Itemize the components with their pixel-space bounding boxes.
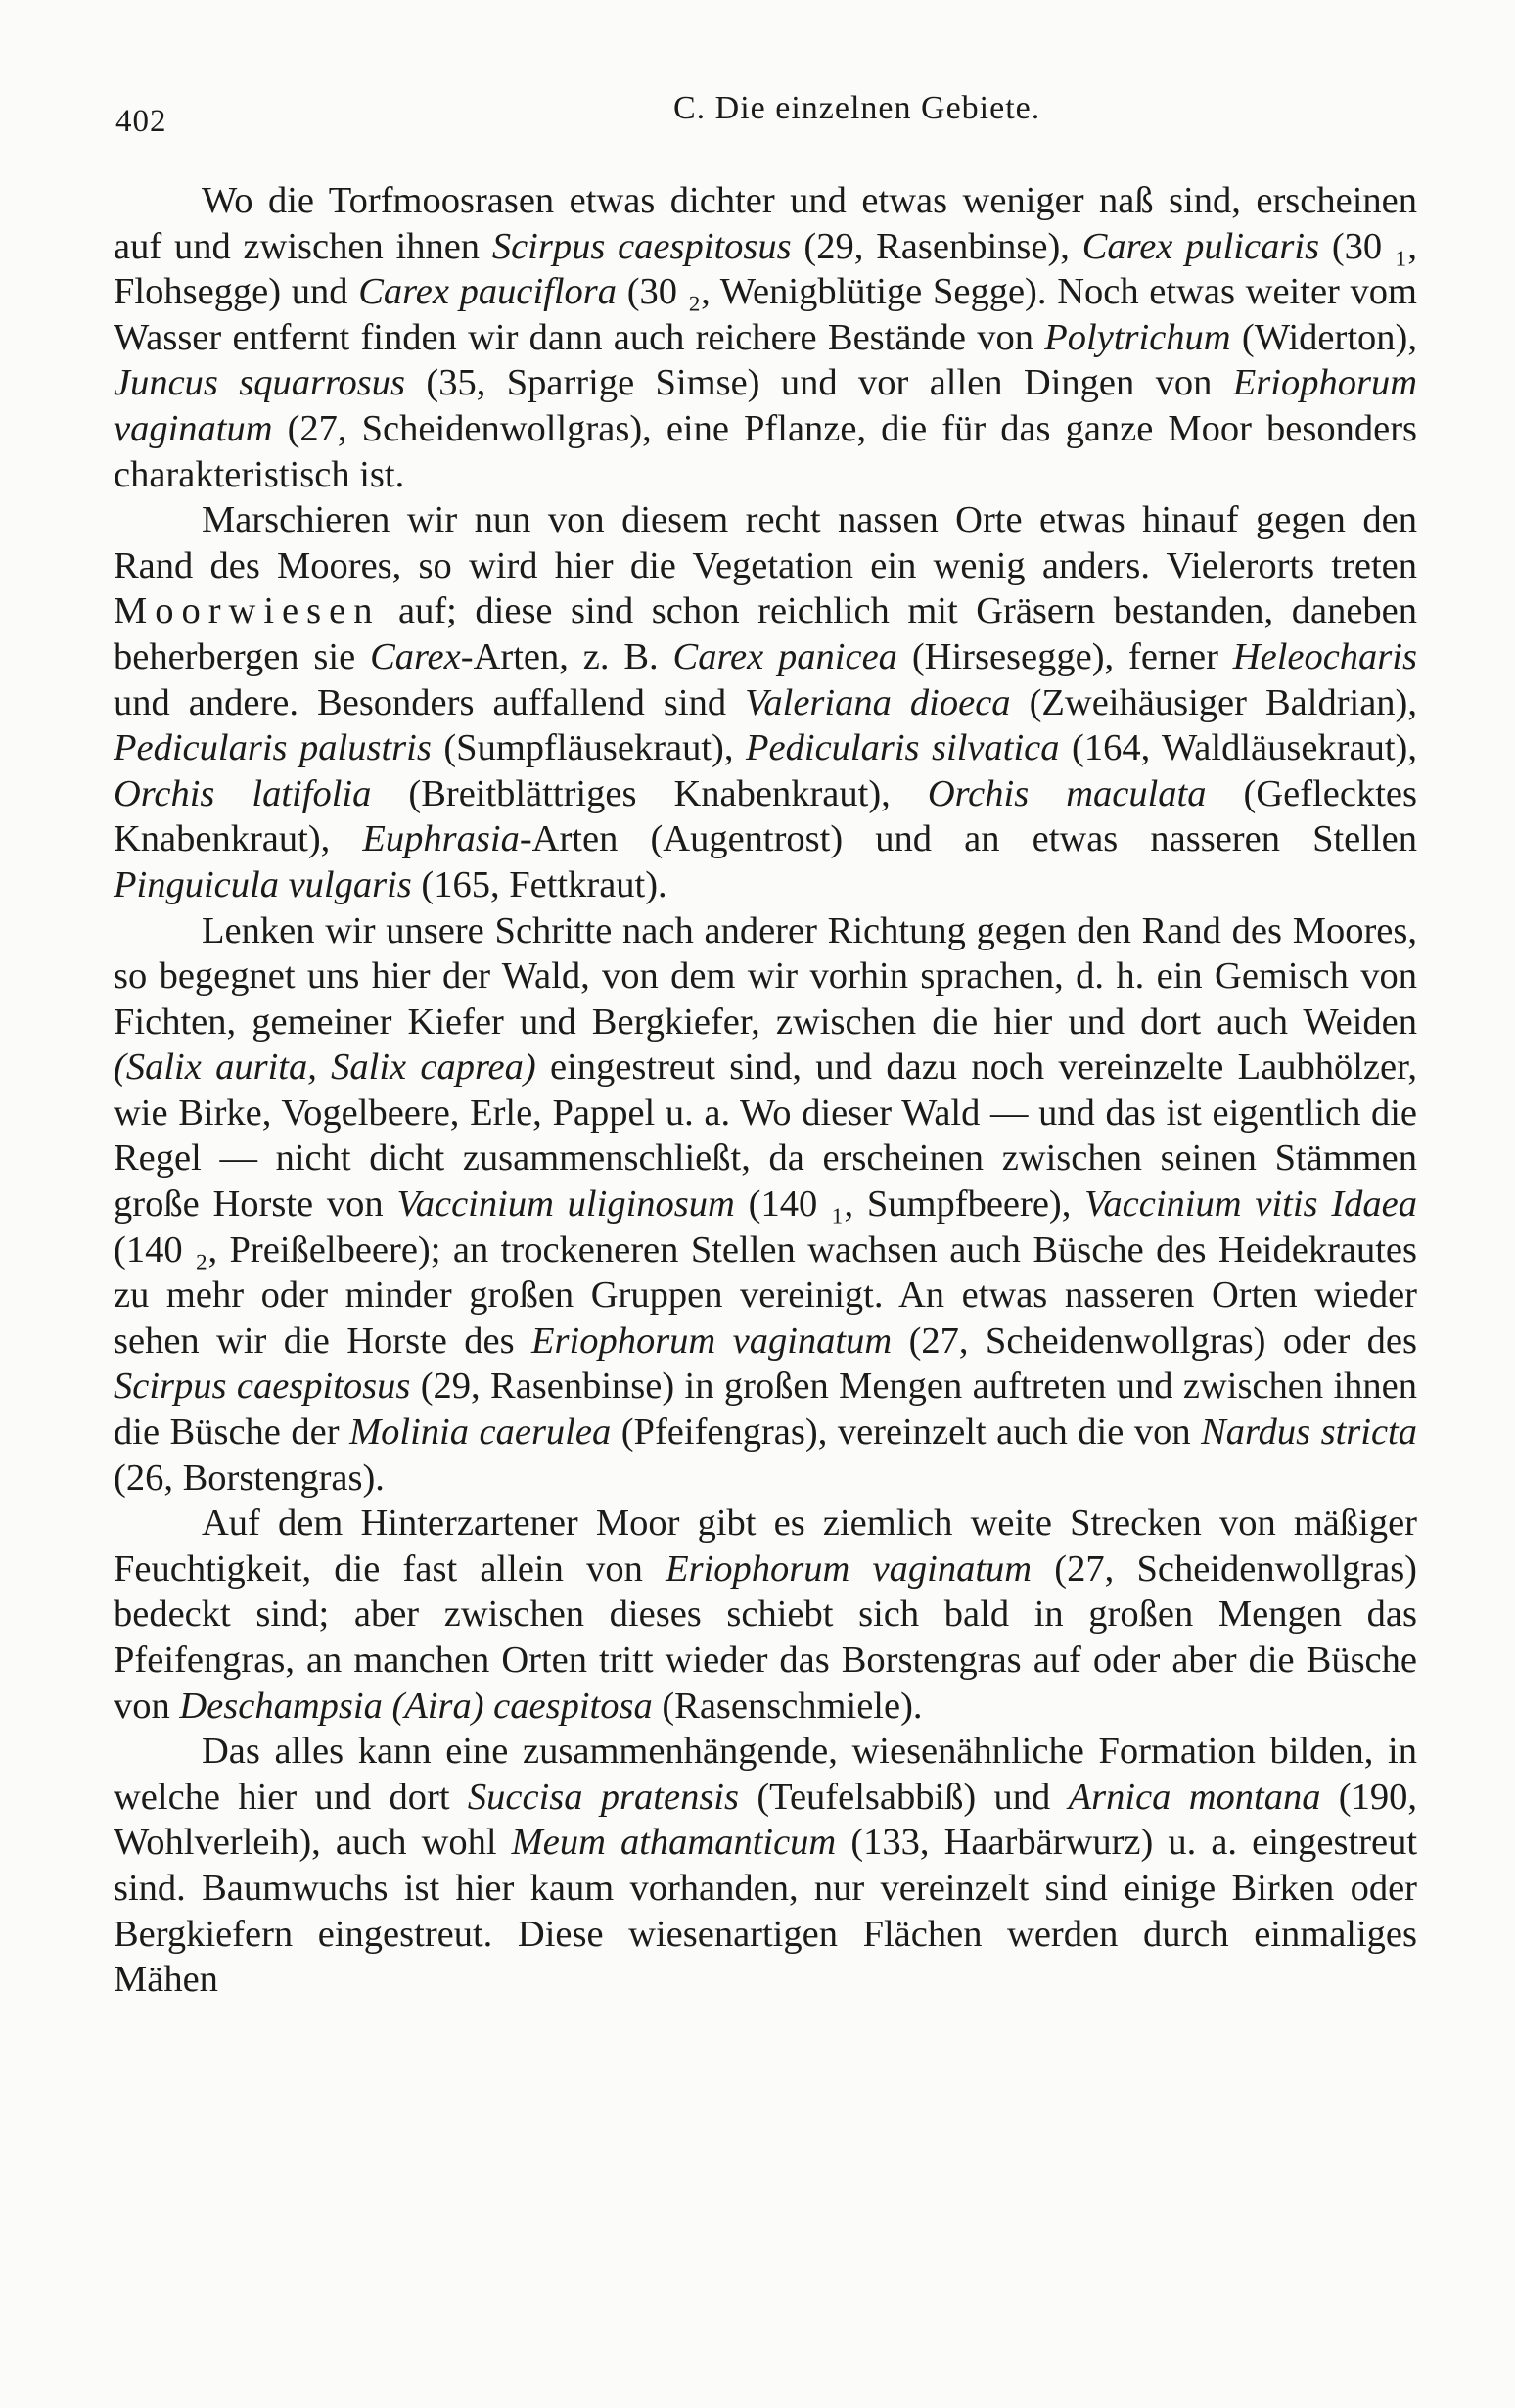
text-run: (27, Scheidenwollgras) bedeckt sind; aber zwischen dieses schiebt sich bald in großen Mengen das Pfeifengras, an manchen Orten tritt wieder das Borstengras auf oder aber die Büsche von: [114, 1548, 1417, 1727]
species-name: Meum athamanticum: [511, 1822, 837, 1864]
species-name: Scirpus caespitosus: [491, 225, 792, 267]
species-name: Juncus squarrosus: [114, 362, 406, 404]
text-run: (29, Rasenbinse) in großen Mengen auftreten und zwischen ihnen die Büsche der: [114, 1366, 1417, 1454]
species-name: Arnica montana: [1068, 1776, 1321, 1818]
species-name: Eriophorum vaginatum: [531, 1320, 893, 1362]
text-run: (Teufelsabbiß) und: [739, 1776, 1069, 1818]
body-text: [114, 178, 1417, 2003]
species-name: Pedicularis palustris: [114, 727, 432, 769]
text-run: Wo die Torfmoosrasen etwas dichter und etwas weniger naß sind, erscheinen auf und zwischen ihnen: [114, 180, 1417, 267]
text-run: Das alles kann eine zusammenhängende, wiesenähnliche Formation bilden, in welche hier und dort: [114, 1731, 1417, 1818]
text-run: (164, Waldläusekraut),: [1059, 727, 1417, 769]
species-name: Carex pauciflora: [358, 271, 618, 313]
species-name: Carex pulicaris: [1081, 225, 1320, 267]
text-run: (Geflecktes Knabenkraut),: [114, 772, 1417, 860]
species-name: Vaccinium vitis Idaea: [1084, 1183, 1417, 1226]
page-header: [115, 90, 1407, 139]
text-run: eingestreut sind, und dazu noch vereinzelte Laubhölzer, wie Birke, Vogelbeere, Erle, Pappel u. a. Wo dieser Wald — und das ist eigentlich die Regel — nicht dicht zusammenschließt, da erscheinen zwischen seinen Stämmen große Horste von: [114, 1046, 1417, 1226]
text-run: und andere. Besonders auffallend sind: [114, 681, 746, 723]
paragraph-2: [114, 497, 1417, 907]
text-run: (Breitblättriges Knabenkraut),: [371, 772, 928, 814]
spaced-term: Moorwiesen: [114, 590, 381, 632]
text-run: (27, Scheidenwollgras), eine Pflanze, die für das ganze Moor besonders charakteristisch ist.: [114, 407, 1417, 495]
species-name: Eriophorum vaginatum: [666, 1548, 1033, 1590]
text-run: (165, Fettkraut).: [411, 863, 667, 905]
text-run: (30 ₁, Flohsegge) und: [114, 225, 1417, 313]
text-run: (29, Rasenbinse),: [791, 225, 1082, 267]
text-run: (133, Haarbärwurz) u. a. eingestreut sind. Baumwuchs ist hier kaum vorhanden, nur vereinzelt sind einige Birken oder Bergkiefern eingestreut. Diese wiesenartigen Flächen werden durch einmaliges Mähen: [114, 1822, 1418, 2001]
text-run: (30 ₂, Wenigblütige Segge). Noch etwas weiter vom Wasser entfernt finden wir dann auch reichere Bestände von: [114, 271, 1417, 358]
species-name: Carex: [370, 635, 461, 677]
species-name: Pinguicula vulgaris: [114, 863, 412, 905]
text-run: (35, Sparrige Simse) und vor allen Dingen von: [405, 362, 1233, 404]
text-run: -Arten, z. B.: [460, 635, 673, 677]
text-run: (140 ₁, Sumpfbeere),: [734, 1183, 1085, 1226]
species-name: Vaccinium uliginosum: [396, 1183, 735, 1226]
species-name: Carex panicea: [672, 635, 897, 677]
species-name: Valeriana dioeca: [745, 681, 1011, 723]
text-run: (Pfeifengras), vereinzelt auch die von: [611, 1412, 1202, 1454]
species-name: Nardus stricta: [1201, 1412, 1417, 1454]
species-name: (Salix aurita, Salix caprea): [114, 1046, 536, 1088]
species-name: Euphrasia: [362, 818, 520, 860]
species-name: Heleocharis: [1232, 635, 1417, 677]
species-name: Pedicularis silvatica: [746, 727, 1060, 769]
species-name: Orchis maculata: [927, 772, 1207, 814]
text-run: (140 ₂, Preißelbeere); an trockeneren Stellen wachsen auch Büsche des Heidekrautes zu mehr oder minder großen Gruppen vereinigt. An etwas nasseren Orten wieder sehen wir die Horste des: [114, 1228, 1417, 1362]
text-run: Auf dem Hinterzartener Moor gibt es ziemlich weite Strecken von mäßiger Feuchtigkeit, die fast allein von: [114, 1503, 1417, 1590]
text-run: (Hirsesegge), ferner: [896, 635, 1233, 677]
paragraph-3: [114, 908, 1417, 1502]
text-run: (Zweihäusiger Baldrian),: [1010, 681, 1417, 723]
species-name: Succisa pratensis: [467, 1776, 739, 1818]
text-run: (190, Wohlverleih), auch wohl: [114, 1776, 1417, 1864]
species-name: Molinia caerulea: [349, 1412, 612, 1454]
paragraph-5: [114, 1729, 1417, 2003]
running-head: C. Die einzelnen Gebiete.: [673, 90, 1041, 126]
text-run: (Widerton),: [1230, 316, 1417, 358]
paragraph-4: [114, 1501, 1417, 1729]
text-run: Lenken wir unsere Schritte nach anderer Richtung gegen den Rand des Moores, so begegnet uns hier der Wald, von dem wir vorhin sprachen, d. h. ein Gemisch von Fichten, gemeiner Kiefer und Bergkiefer, zwischen die hier und dort auch Weiden: [114, 909, 1417, 1042]
text-run: Marschieren wir nun von diesem recht nassen Orte etwas hinauf gegen den Rand des Moores, so wird hier die Vegetation ein wenig anders. Vielerorts treten: [114, 499, 1417, 586]
paragraph-1: [114, 178, 1417, 497]
text-run: (27, Scheidenwollgras) oder des: [892, 1320, 1417, 1362]
text-run: (Rasenschmiele).: [652, 1685, 923, 1727]
text-run: -Arten (Augentrost) und an etwas nasseren Stellen: [519, 818, 1418, 860]
species-name: Eriophorum vaginatum: [114, 362, 1417, 449]
text-run: auf; diese sind schon reichlich mit Gräsern bestanden, daneben beherbergen sie: [114, 590, 1417, 677]
species-name: Deschampsia (Aira) caespitosa: [179, 1685, 653, 1727]
species-name: Orchis latifolia: [114, 772, 372, 814]
text-run: (26, Borstengras).: [114, 1457, 385, 1499]
text-run: (Sumpfläusekraut),: [431, 727, 747, 769]
page-number: 402: [115, 104, 167, 139]
species-name: Scirpus caespitosus: [114, 1366, 411, 1408]
species-name: Polytrichum: [1044, 316, 1231, 358]
